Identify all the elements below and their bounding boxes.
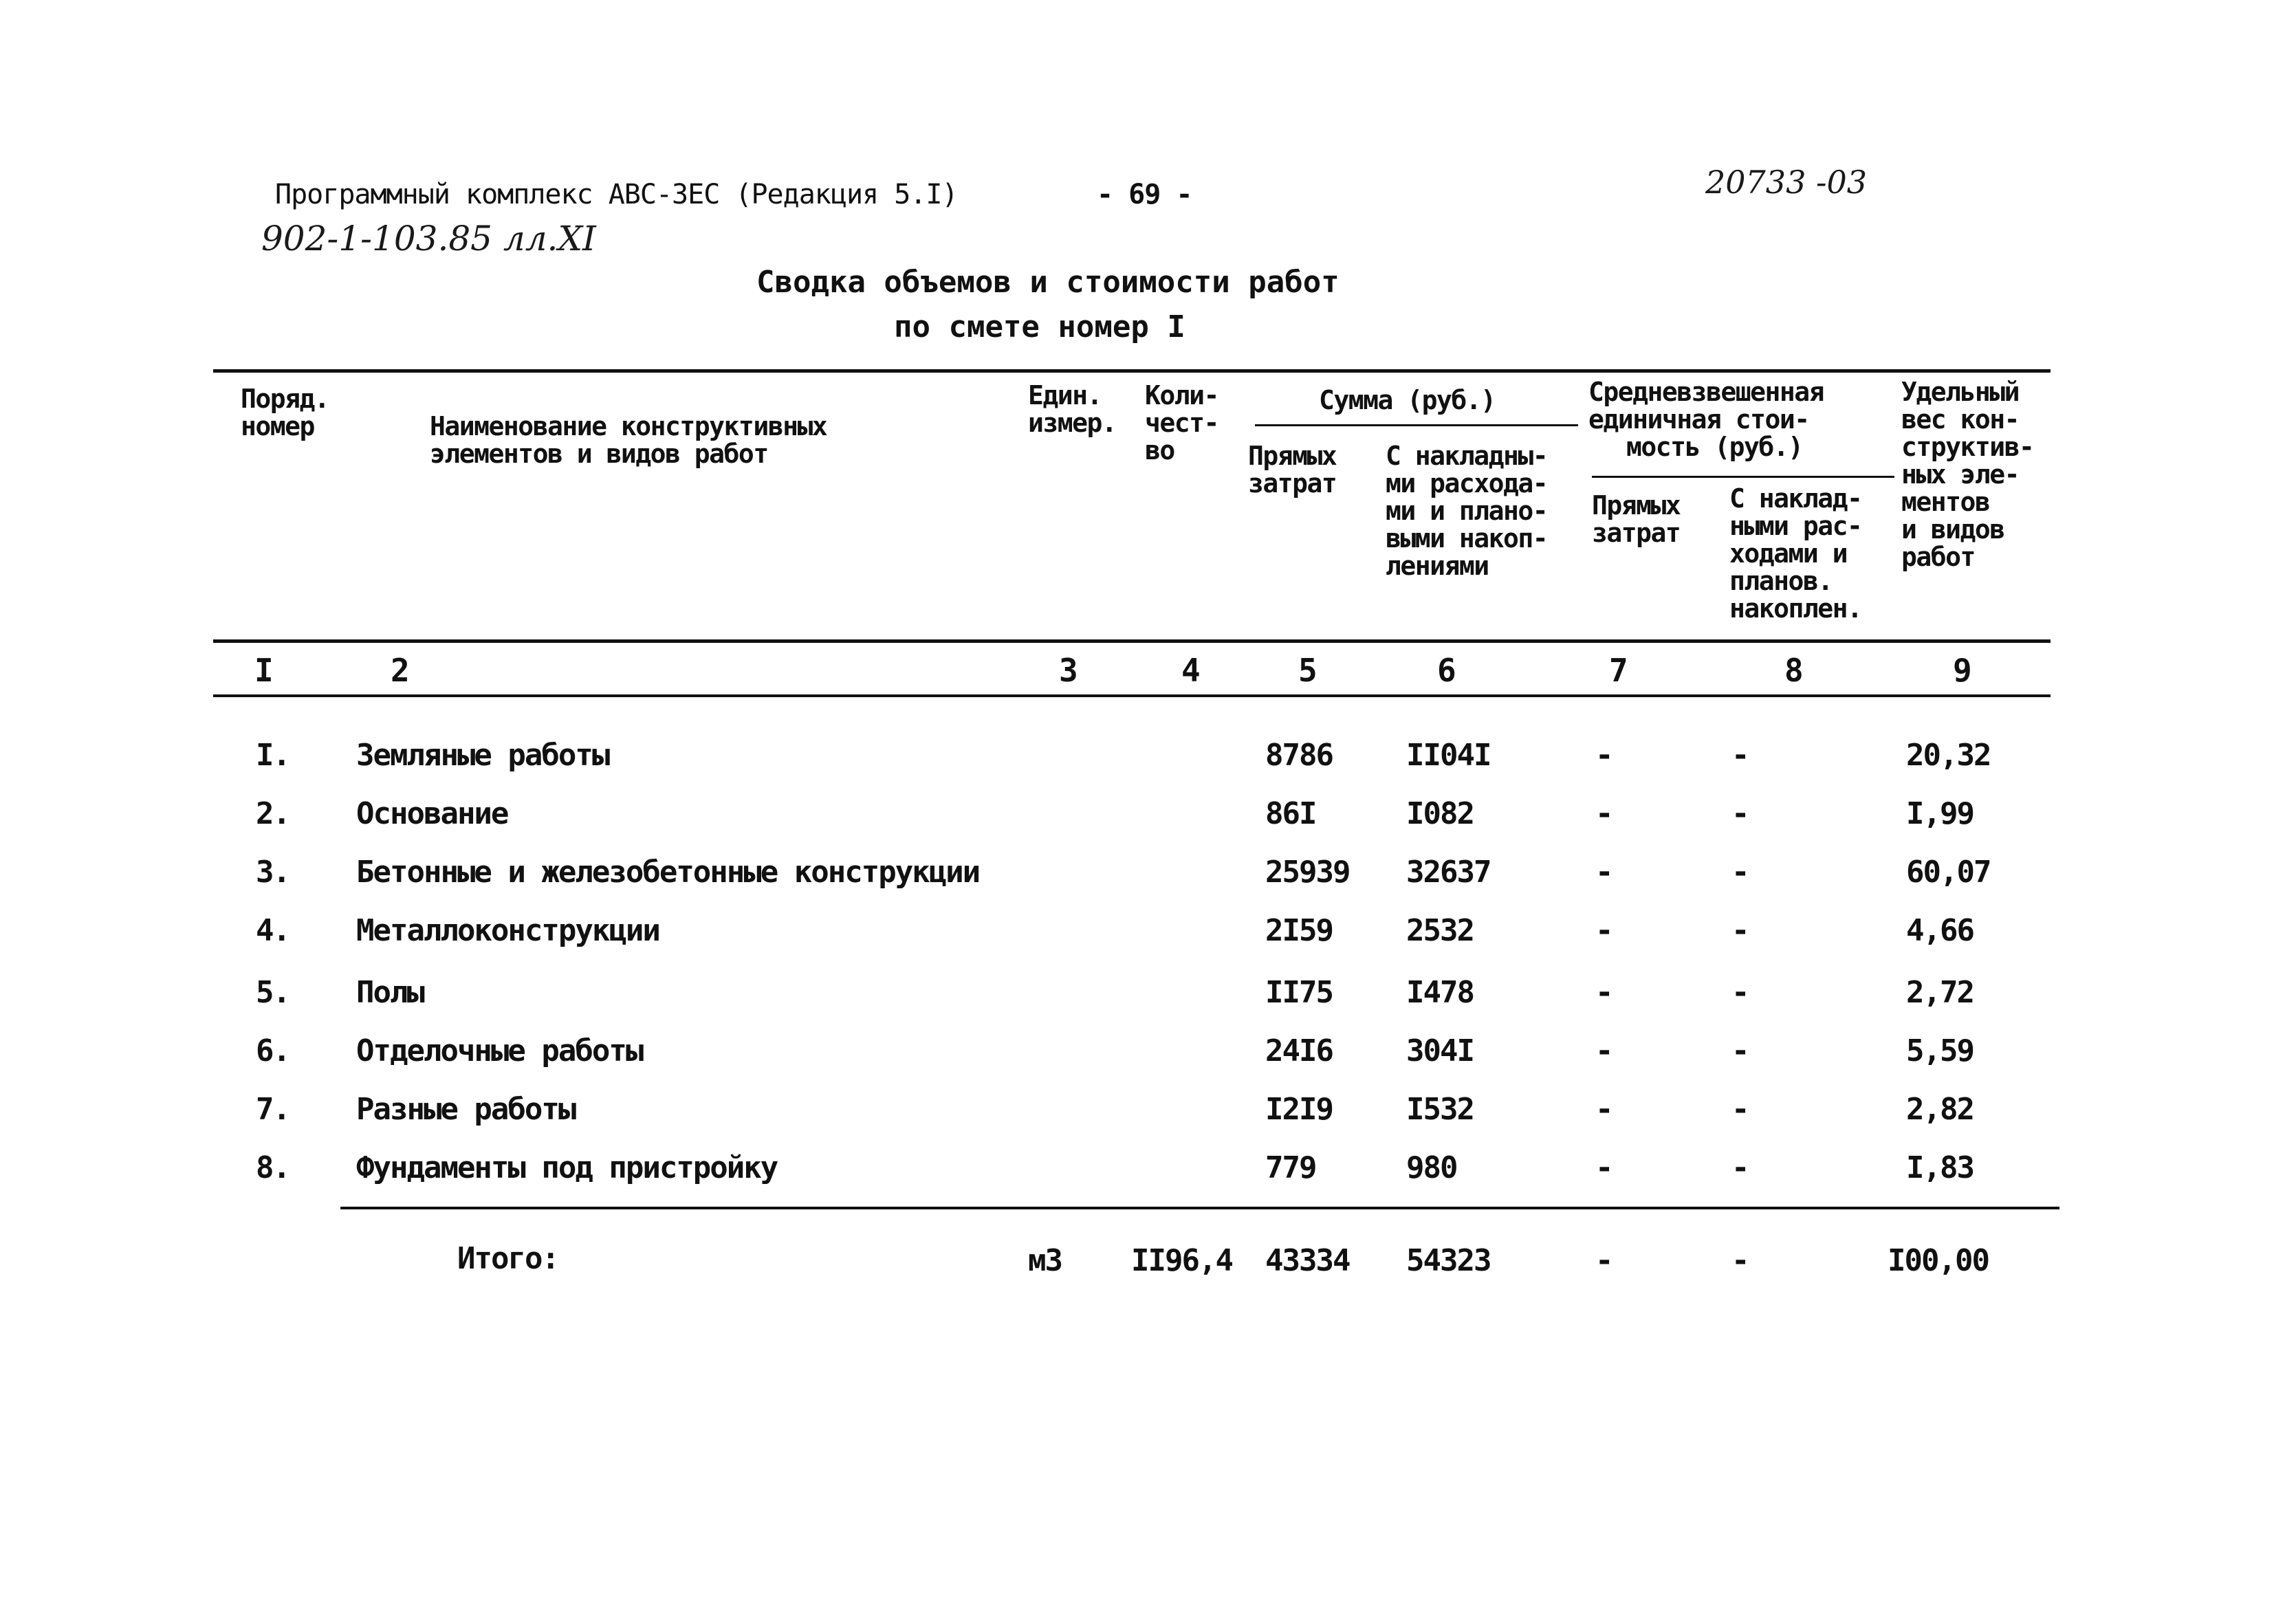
title-line-1: Сводка объемов и стоимости работ (756, 265, 1340, 300)
sum-group-rule (1255, 424, 1578, 426)
row-number: 8. (256, 1150, 289, 1185)
row-weight: 4,66 (1906, 913, 1974, 948)
row-name: Фундаменты под пристройку (356, 1150, 778, 1185)
row-avg-direct: - (1595, 855, 1612, 890)
row-avg-direct: - (1595, 913, 1612, 948)
column-number: 4 (1181, 652, 1199, 689)
total-overhead: 54323 (1406, 1243, 1491, 1278)
total-label: Итого: (457, 1241, 558, 1276)
row-number: 2. (256, 796, 289, 831)
row-avg-direct: - (1595, 1092, 1612, 1127)
row-overhead: I478 (1406, 975, 1474, 1010)
header-col5: Прямых затрат (1248, 441, 1337, 498)
row-avg-overhead: - (1731, 796, 1749, 831)
header-col6: С накладны- ми расхода- ми и плано- выми накоп- лениями (1386, 441, 1548, 581)
column-number: 2 (391, 652, 408, 689)
total-avg-overhead: - (1731, 1243, 1749, 1278)
header-sum-group: Сумма (руб.) (1319, 385, 1496, 415)
row-direct: 25939 (1265, 855, 1350, 890)
row-avg-direct: - (1595, 1150, 1612, 1185)
column-number: 9 (1953, 652, 1971, 689)
row-avg-direct: - (1595, 738, 1612, 773)
page-number: - 69 - (1097, 179, 1192, 210)
row-avg-overhead: - (1731, 913, 1749, 948)
column-numbers-rule (213, 694, 2051, 697)
row-direct: 86I (1265, 796, 1316, 831)
row-weight: 20,32 (1906, 738, 1991, 773)
total-weight: I00,00 (1888, 1243, 1989, 1278)
row-overhead: I082 (1406, 796, 1474, 831)
column-number: 8 (1784, 652, 1802, 689)
row-weight: 2,72 (1906, 975, 1974, 1010)
row-avg-overhead: - (1731, 1150, 1749, 1185)
row-direct: I2I9 (1265, 1092, 1333, 1127)
row-name: Земляные работы (356, 738, 609, 773)
header-col1: Поряд. номер (241, 384, 329, 441)
row-direct: 2I59 (1265, 913, 1333, 948)
row-overhead: 32637 (1406, 855, 1491, 890)
row-avg-overhead: - (1731, 855, 1749, 890)
row-weight: 60,07 (1906, 855, 1991, 890)
avg-group-rule (1592, 476, 1894, 478)
row-number: 7. (256, 1092, 289, 1127)
title-line-2: по смете номер I (894, 309, 1185, 344)
column-number: 6 (1437, 652, 1455, 689)
column-number: I (254, 652, 272, 689)
total-qty: II96,4 (1131, 1243, 1232, 1278)
total-avg-direct: - (1595, 1243, 1612, 1278)
header-avg-group: Средневзвешенная единичная стои- мость (руб.) (1588, 377, 1824, 462)
row-avg-overhead: - (1731, 738, 1749, 773)
row-overhead: II04I (1406, 738, 1491, 773)
column-number: 5 (1298, 652, 1316, 689)
table-top-rule (213, 369, 2051, 373)
row-overhead: I532 (1406, 1092, 1474, 1127)
row-number: 4. (256, 913, 289, 948)
row-weight: I,99 (1906, 796, 1974, 831)
project-code-handwritten: 902-1-103.85 лл.XI (261, 219, 596, 259)
header-col4: Коли- чест- во (1145, 380, 1218, 465)
row-avg-overhead: - (1731, 1092, 1749, 1127)
row-name: Основание (356, 796, 508, 831)
row-avg-direct: - (1595, 1033, 1612, 1068)
row-number: 3. (256, 855, 289, 890)
row-weight: 2,82 (1906, 1092, 1974, 1127)
row-avg-overhead: - (1731, 975, 1749, 1010)
row-avg-overhead: - (1731, 1033, 1749, 1068)
row-direct: 24I6 (1265, 1033, 1333, 1068)
row-overhead: 2532 (1406, 913, 1474, 948)
total-direct: 43334 (1265, 1243, 1350, 1278)
row-overhead: 980 (1406, 1150, 1457, 1185)
row-direct: 8786 (1265, 738, 1333, 773)
row-number: I. (256, 738, 289, 773)
program-name: Программный комплекс АВС-3ЕС (Редакция 5.I) (275, 179, 958, 210)
row-name: Бетонные и железобетонные конструкции (356, 855, 980, 890)
row-name: Полы (356, 975, 424, 1010)
row-number: 6. (256, 1033, 289, 1068)
row-direct: II75 (1265, 975, 1333, 1010)
column-number: 7 (1609, 652, 1627, 689)
header-bottom-rule (213, 639, 2051, 643)
row-name: Отделочные работы (356, 1033, 643, 1068)
doc-code-handwritten: 20733 -03 (1705, 164, 1868, 201)
header-col3: Един. измер. (1028, 380, 1117, 438)
header-col2: Наименование конструктивных элементов и видов работ (430, 411, 827, 469)
header-col9: Удельный вес кон- структив- ных эле- ментов и видов работ (1901, 377, 2034, 572)
row-avg-direct: - (1595, 975, 1612, 1010)
total-unit: м3 (1028, 1243, 1062, 1278)
row-avg-direct: - (1595, 796, 1612, 831)
row-weight: 5,59 (1906, 1033, 1974, 1068)
header-col7: Прямых затрат (1592, 490, 1681, 548)
column-number: 3 (1059, 652, 1077, 689)
row-name: Разные работы (356, 1092, 576, 1127)
total-rule (340, 1207, 2059, 1209)
row-name: Металлоконструкции (356, 913, 659, 948)
row-number: 5. (256, 975, 289, 1010)
header-col8: С наклад- ными рас- ходами и планов. накоплен. (1729, 483, 1862, 624)
row-direct: 779 (1265, 1150, 1316, 1185)
row-overhead: 304I (1406, 1033, 1474, 1068)
row-weight: I,83 (1906, 1150, 1974, 1185)
